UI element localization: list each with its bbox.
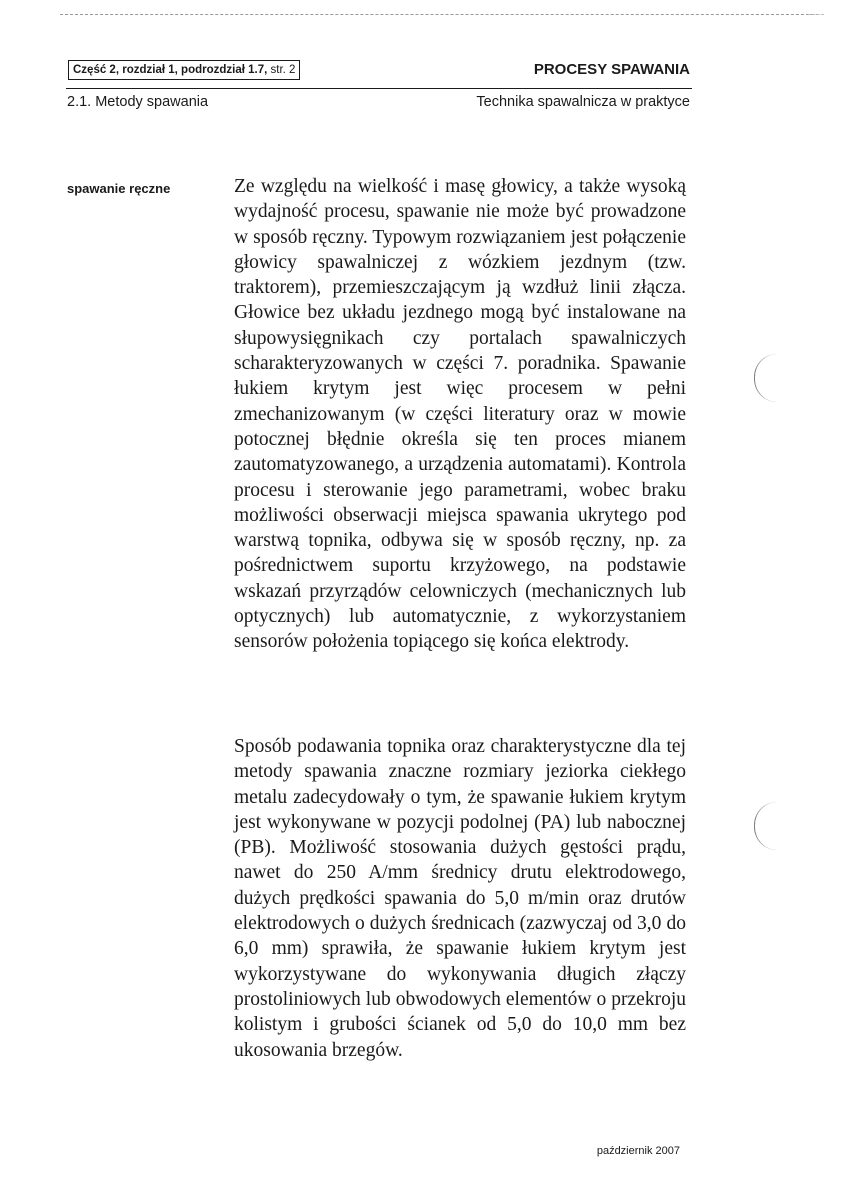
body-paragraph-2: Sposób podawania topnika oraz charakterystyczne dla tej metody spawania znaczne rozmiary jeziorka ciekłego metalu zadecydowały o tym, że spawanie łukiem krytym jest wykonywane w pozycji podolnej (PA) lub nabocznej (PB). Możliwość stosowania dużych gęstości prądu, nawet do 250 A/mm średnicy drutu elektrodowego, dużych prędkości spawania do 5,0 m/min oraz drutów elektrodowych o dużych średnicach (zazwyczaj od 3,0 do 6,0 mm) sprawiła, że spawanie łukiem krytym jest wykorzystywane do wykonywania długich złączy prostoliniowych lub obwodowych elementów o przekroju kolistym i grubości ścianek od 5,0 do 10,0 mm bez ukosowania brzegów. (234, 736, 686, 1061)
punch-hole-mark (754, 802, 777, 850)
margin-label: spawanie ręczne (67, 181, 171, 196)
reference-chapter: rozdział 1, (122, 64, 178, 76)
book-subtitle: Technika spawalnicza w praktyce (476, 94, 690, 110)
body-paragraph-1: Ze względu na wielkość i masę głowicy, a także wysoką wydajność procesu, spawanie nie może być prowadzone w sposób ręczny. Typowym rozwiązaniem jest połączenie głowicy spawalniczej z wózkiem jezdnym (tzw. traktorem), przemieszczającym ją wzdłuż linii złącza. Głowice bez układu jezdnego mogą być instalowane na słupowysięgnikach czy portalach spawalniczych scharakteryzowanych w części 7. poradnika. Spawanie łukiem krytym jest więc procesem w pełni zmechanizowanym (w części literatury oraz w mowie potocznej błędnie określa się ten proces mianem zautomatyzowanego, a urządzenia automatami). Kontrola procesu i sterowanie jego parametrami, wobec braku możliwości obserwacji miejsca spawania ukrytego pod warstwą topnika, odbywa się w sposób ręczny, np. za pośrednictwem suportu krzyżowego, na podstawie wskazań przyrządów celowniczych (mechanicznych lub optycznych) lub automatycznie, z wykorzystaniem sensorów położenia topiącego się końca elektrody. (234, 176, 686, 653)
scan-edge-line (60, 14, 824, 15)
book-title: PROCESY SPAWANIA (533, 61, 690, 78)
section-label: 2.1. Metody spawania (67, 94, 209, 110)
scan-edge-line-right (808, 14, 824, 15)
footer-date: październik 2007 (596, 1145, 680, 1157)
punch-hole-mark (754, 354, 777, 402)
reference-page: str. 2 (270, 64, 296, 76)
reference-part: Część 2, (73, 64, 120, 76)
chapter-reference-box (68, 60, 300, 80)
header-divider (66, 88, 692, 89)
reference-subchapter: podrozdział 1.7, (181, 64, 268, 76)
